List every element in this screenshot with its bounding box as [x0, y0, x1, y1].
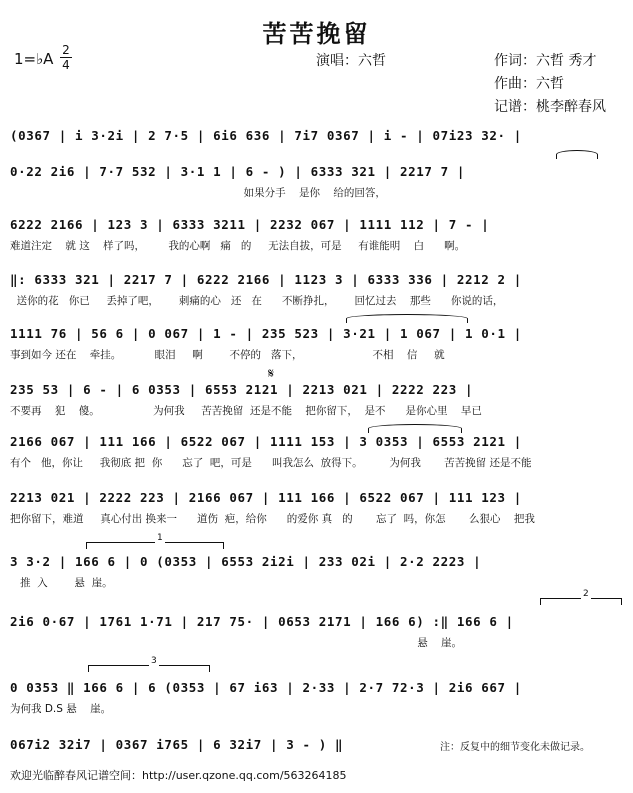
notation: 2166 067 | 111 166 | 6522 067 | 1111 153 | 3 0353 | 6553 2121 | [10, 434, 522, 449]
tie-mark [368, 424, 462, 433]
volta-1-bracket [86, 533, 224, 549]
notation: 0·22 2i6 | 7·7 532 | 3·1 1 | 6 - ) | 6333 321 | 2217 7 | [10, 164, 466, 179]
lyric: 送你的花 你已 丢掉了吧， 刺痛的心 还 在 不断挣扎， 回忆过去 那些 你说的话， [10, 295, 504, 307]
lyric: 有个 他，你让 我彻底 把 你 忘了 吧，可是 叫我怎么 放得下。 为何我 苦苦挽留 还是不能 [10, 457, 532, 469]
transcription-note: 注：反复中的细节变化未做记录。 [440, 742, 590, 753]
lyric: 为何我 D.S 悬 崖。 [10, 703, 112, 715]
time-signature [60, 44, 72, 71]
staff-line-8 [10, 486, 622, 534]
lyric: 把你留下，难道 真心付出 换来一 道伤 疤，给你 的爱你 真 的 忘了 吗，你怎 么狠心 把我 [10, 513, 535, 525]
staff-line-9 [10, 550, 622, 598]
lyricist-credit: 作词：六哲 秀才 [494, 53, 597, 69]
volta-3-bracket [88, 656, 210, 672]
lyric: 推 入 悬 崖。 [10, 577, 113, 589]
tie-mark [346, 314, 468, 323]
notation: (0367 | i 3·2i | 2 7·5 | 6i6 636 | 7i7 0367 | i - | 07i23 32· | [10, 128, 522, 143]
staff-line-3 [10, 213, 622, 261]
staff-line-10 [10, 610, 622, 658]
singer-credit: 演唱：六哲 [316, 53, 386, 69]
volta-1-label: 1 [157, 533, 163, 543]
notation: 067i2 32i7 | 0367 i765 | 6 32i7 | 3 - ) ‖ [10, 737, 344, 752]
volta-2-label: 2 [583, 589, 589, 599]
segno-mark: 𝄋 [268, 366, 275, 382]
notation: 235 53 | 6 - | 6 0353 | 6553 2121 | 2213 021 | 2222 223 | [10, 382, 474, 397]
notation: 2213 021 | 2222 223 | 2166 067 | 111 166 | 6522 067 | 111 123 | [10, 490, 522, 505]
transcriber-credit: 记谱：桃李醉春风 [494, 99, 606, 115]
time-top: 2 [62, 43, 70, 57]
lyric: 如果分手 是你 给的回答， [10, 187, 386, 199]
staff-line-7 [10, 430, 622, 478]
lyric: 不要再 犯 傻。 为何我 苦苦挽留 还是不能 把你留下， 是不 是你心里 早已 [10, 405, 482, 417]
time-bottom: 4 [62, 58, 70, 72]
lyric: 事到如今 还在 牵挂。 眼泪 啊 不停的 落下， 不相 信 就 [10, 349, 445, 361]
notation: 0 0353 ‖ 166 6 | 6 (0353 | 67 i63 | 2·33 | 2·7 72·3 | 2i6 667 | [10, 680, 522, 695]
notation: 2i6 0·67 | 1761 1·71 | 217 75· | 0653 2171 | 166 6) :‖ 166 6 | [10, 614, 514, 629]
staff-line-4 [10, 268, 622, 316]
staff-line-2 [10, 160, 622, 208]
staff-line-11 [10, 676, 622, 724]
staff-line-6 [10, 378, 622, 426]
footer-link-text: 欢迎光临醉春风记谱空间：http://user.qzone.qq.com/563264185 [10, 769, 347, 782]
song-title: 苦苦挽留 [262, 19, 371, 48]
notation: 1111 76 | 56 6 | 0 067 | 1 - | 235 523 | 3·21 | 1 067 | 1 0·1 | [10, 326, 522, 341]
staff-line-5 [10, 322, 622, 370]
notation: 6222 2166 | 123 3 | 6333 3211 | 2232 067 | 1111 112 | 7 - | [10, 217, 490, 232]
volta-3-label: 3 [151, 656, 157, 666]
key-signature: 1=♭A [14, 50, 54, 68]
volta-2-bracket [540, 589, 622, 605]
tie-mark [556, 150, 598, 159]
lyric: 难道注定 就 这 样了吗， 我的心啊 痛 的 无法自拔，可是 有谁能明 白 啊。 [10, 240, 466, 252]
notation: 3 3·2 | 166 6 | 0 (0353 | 6553 2i2i | 233 02i | 2·2 2223 | [10, 554, 482, 569]
composer-credit: 作曲：六哲 [494, 76, 564, 92]
lyric: 悬 崖。 [10, 637, 463, 649]
notation: ‖: 6333 321 | 2217 7 | 6222 2166 | 1123 3 | 6333 336 | 2212 2 | [10, 272, 522, 287]
